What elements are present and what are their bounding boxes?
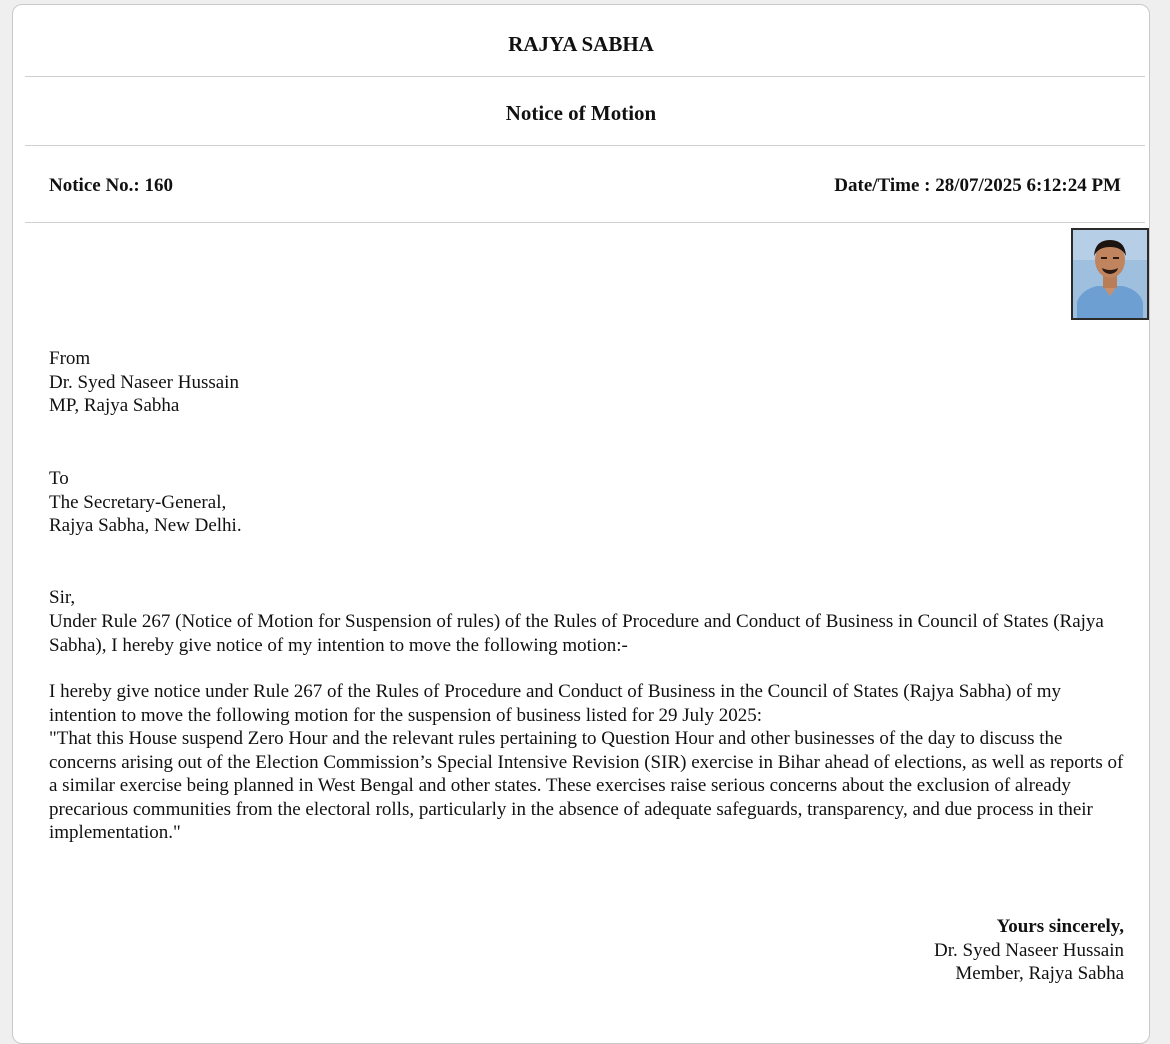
notice-datetime: Date/Time : 28/07/2025 6:12:24 PM [834,175,1121,196]
from-designation: MP, Rajya Sabha [49,395,180,416]
to-line-1: The Secretary-General, [49,491,227,513]
to-label: To [49,468,69,489]
intro-paragraph: Under Rule 267 (Notice of Motion for Suspension of rules) of the Rules of Procedure and Conduct of Business in Council of States (Rajya Sabha), I hereby give notice of my intention to move the following motion:- [49,611,1104,656]
divider [25,145,1145,146]
house-title: RAJYA SABHA [508,32,654,56]
from-name: Dr. Syed Naseer Hussain [49,371,239,393]
to-line-2: Rajya Sabha, New Delhi. [49,515,242,536]
to-block [49,467,242,538]
divider [25,76,1145,77]
notice-type-title: Notice of Motion [505,101,657,125]
signatory-name: Dr. Syed Naseer Hussain [934,939,1124,961]
member-photo-image [1073,230,1147,318]
from-label: From [49,348,91,369]
from-block [49,347,239,418]
notice-number: Notice No.: 160 [49,175,173,196]
signatory-designation: Member, Rajya Sabha [955,963,1124,984]
member-photo [1071,228,1149,320]
signature-block [934,915,1124,986]
notice-paragraph: I hereby give notice under Rule 267 of the Rules of Procedure and Conduct of Business in the Council of States (Rajya Sabha) of my intention to move the following motion for the suspension of business listed for 29 July 2025: [49,681,1062,726]
closing-text: Yours sincerely, [996,916,1124,937]
motion-text: "That this House suspend Zero Hour and the relevant rules pertaining to Question Hour and other businesses of the day to discuss the concerns arising out of the Election Commission’s Special Intensive Revision (SIR) exercise in Bihar ahead of elections, as well as reports of a similar exercise being planned in West Bengal and other states. These exercises raise serious concerns about the exclusion of already precarious communities from the electoral rolls, particularly in the absence of adequate safeguards, transparency, and due process in their implementation." [49,728,1124,843]
notice-document [12,4,1150,1044]
salutation: Sir, [49,587,76,608]
divider [25,222,1145,223]
